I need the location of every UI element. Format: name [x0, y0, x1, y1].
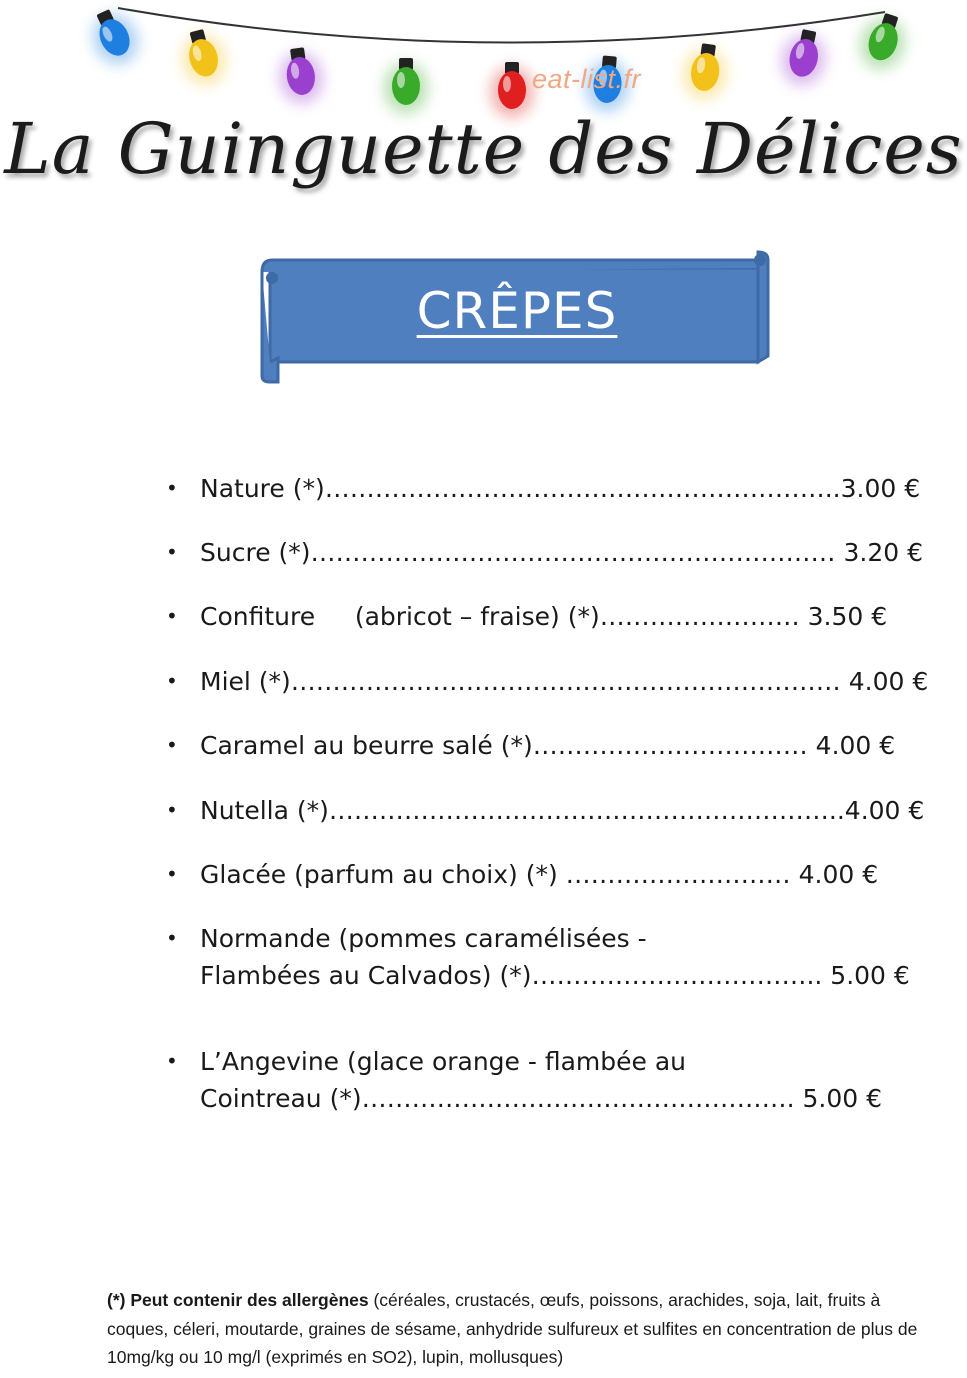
menu-item-text: Confiture (abricot – fraise) (*)…………………… 3.50 €: [200, 602, 888, 631]
menu-item-text-line1: L’Angevine (glace orange - flambée au: [200, 1047, 687, 1076]
bullet-icon: •: [166, 1049, 178, 1073]
menu-item-text-line1: Normande (pommes caramélisées -: [200, 924, 647, 953]
light-bulb-icon: [275, 45, 326, 107]
section-title: CRÊPES: [416, 282, 618, 340]
menu-item-text-line2: Flambées au Calvados) (*)…………………………….. 5.00 €: [200, 961, 910, 990]
restaurant-name-logo: La Guinguette des Délices: [4, 108, 963, 190]
light-bulb-icon: [679, 41, 730, 103]
bullet-icon: •: [166, 604, 178, 628]
menu-item-text: Nature (*)……………………………………………………..3.00 €: [200, 474, 921, 503]
bullet-icon: •: [166, 862, 178, 886]
menu-item-text: Glacée (parfum au choix) (*) ……………………… 4.00 €: [200, 860, 879, 889]
light-bulb-icon: [776, 26, 831, 90]
allergen-note-text: (céréales, crustacés, œufs, poissons, arachides, soja, lait, fruits à coques, céleri, moutarde, graines de sésame, anhydride sulfureux et sulfites en concentration de plus de 10mg/kg ou 10 mg/l (exprimés en SO2), lupin, mollusques): [107, 1290, 918, 1367]
menu-item-text: Sucre (*)……………………………………………………… 3.20 €: [200, 538, 923, 567]
menu-item-text: Miel (*)………………………………………………………… 4.00 €: [200, 667, 929, 696]
light-bulb-icon: [83, 3, 147, 72]
bullet-icon: •: [166, 798, 178, 822]
bullet-icon: •: [166, 926, 178, 950]
allergen-note-heading: (*) Peut contenir des allergènes: [107, 1290, 369, 1310]
bullet-icon: •: [166, 476, 178, 500]
menu-item-text: Caramel au beurre salé (*)…………………………… 4.00 €: [200, 731, 896, 760]
allergen-note: [107, 1286, 932, 1372]
bullet-icon: •: [166, 669, 178, 693]
light-bulb-icon: [175, 25, 232, 90]
bullet-icon: •: [166, 733, 178, 757]
light-bulb-icon: [854, 8, 913, 75]
watermark: eat-list.fr: [532, 64, 642, 94]
bullet-icon: •: [166, 540, 178, 564]
menu-item-text: Nutella (*)……………………………………………………..4.00 €: [200, 796, 925, 825]
menu-item-text-line2: Cointreau (*)……………………………………………. 5.00 €: [200, 1084, 882, 1113]
light-bulb-icon: [384, 58, 428, 114]
